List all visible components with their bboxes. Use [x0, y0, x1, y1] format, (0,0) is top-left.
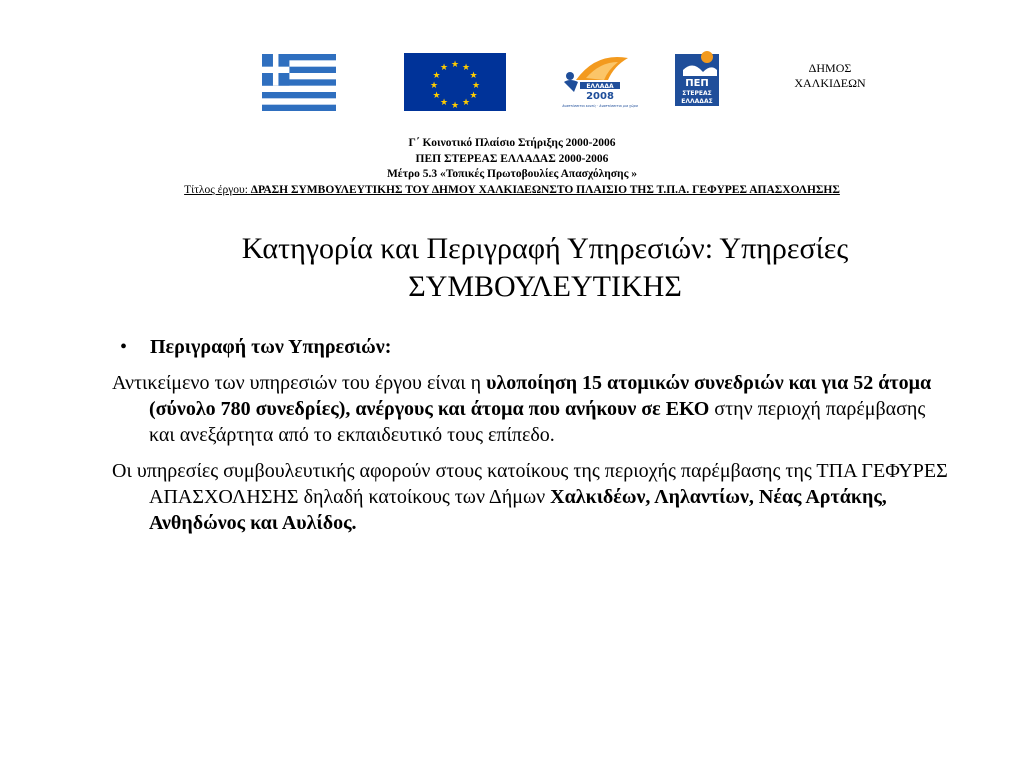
- pep-text-3: ΕΛΛΑΔΑΣ: [681, 98, 713, 105]
- page-title-line-1: Κατηγορία και Περιγραφή Υπηρεσιών: Υπηρεσίες: [241, 232, 849, 265]
- bullet-item: [120, 334, 952, 360]
- services-description: [112, 334, 952, 546]
- programme-line-3: Μέτρο 5.3 «Τοπικές Πρωτοβουλίες Απασχόλησης »: [386, 168, 638, 180]
- pep-stereas-elladas-logo-icon: [673, 50, 725, 108]
- bullet-label: Περιγραφή των Υπηρεσιών:: [150, 336, 392, 358]
- municipality-line-2: ΧΑΛΚΙΔΕΩΝ: [794, 76, 866, 90]
- pep-text-1: ΠΕΠ: [685, 78, 709, 89]
- svg-text:★: ★: [471, 81, 481, 91]
- greek-flag-icon: [262, 54, 336, 111]
- svg-text:★: ★: [450, 60, 460, 70]
- project-title-value: ΔΡΑΣΗ ΣΥΜΒΟΥΛΕΥΤΙΚΗΣ ΤΟΥ ΔΗΜΟΥ ΧΑΛΚΙΔΕΩΝΣΤΟ ΠΛΑΙΣΙΟ ΤΗΣ Τ.Π.Α. ΓΕΦΥΡΕΣ ΑΠΑΣΧΟΛΗΣΗΣ: [250, 183, 840, 196]
- svg-text:★: ★: [461, 63, 471, 73]
- pep-text-2: ΣΤΕΡΕΑΣ: [682, 90, 712, 97]
- logo-bar: [0, 0, 1024, 120]
- ellada-slogan: Αναπτύσσεται κανείς · Αναπτύσσεται μια χώρα: [562, 104, 638, 108]
- paragraph-1-text-a: Αντικείμενο των υπηρεσιών του έργου είναι η: [112, 372, 487, 394]
- paragraph-1: [112, 370, 952, 448]
- ellada-2008-logo-icon: [556, 52, 646, 110]
- project-title-prefix: Τίτλος έργου:: [184, 183, 251, 196]
- eu-flag-icon: [404, 53, 506, 111]
- paragraph-2-text-a: Οι υπηρεσίες συμβουλευτικής αφορούν στους κατοίκους της περιοχής παρέμβασης της ΤΠΑ ΓΕΦΥΡΕΣ ΑΠΑΣΧΟΛΗΣΗΣ δηλαδή κατοίκους των Δήμων: [112, 460, 948, 508]
- svg-text:★: ★: [439, 98, 449, 108]
- programme-line-2: ΠΕΠ ΣΤΕΡΕΑΣ ΕΛΛΑΔΑΣ 2000-2006: [415, 152, 609, 165]
- paragraph-2-bold: Χαλκιδέων, Ληλαντίων, Νέας Αρτάκης, Ανθηδώνος και Αυλίδος.: [149, 486, 887, 534]
- programme-info: [0, 136, 1024, 198]
- svg-text:★: ★: [439, 63, 449, 73]
- page-title-line-2: ΣΥΜΒΟΥΛΕΥΤΙΚΗΣ: [408, 270, 682, 303]
- municipality-line-1: ΔΗΜΟΣ: [808, 61, 852, 75]
- page-title: [150, 230, 940, 306]
- programme-line-1: Γ΄ Κοινοτικό Πλαίσιο Στήριξης 2000-2006: [408, 137, 616, 149]
- paragraph-2: [112, 458, 952, 536]
- svg-text:★: ★: [469, 71, 478, 81]
- paragraph-1-bold: υλοποίηση 15 ατομικών συνεδριών και για 52 άτομα (σύνολο 780 συνεδρίες), ανέργους και άτομα που ανήκουν σε ΕΚΟ: [149, 372, 932, 420]
- svg-text:★: ★: [429, 81, 439, 91]
- svg-text:★: ★: [432, 91, 441, 101]
- svg-text:★: ★: [469, 91, 478, 101]
- svg-text:★: ★: [461, 98, 471, 108]
- ellada-year: 2008: [586, 91, 614, 102]
- svg-text:★: ★: [432, 71, 441, 81]
- paragraph-1-text-c: στην περιοχή παρέμβασης και ανεξάρτητα από το εκπαιδευτικό τους επίπεδο.: [149, 398, 926, 446]
- bullet-icon: •: [120, 336, 128, 358]
- svg-text:★: ★: [450, 101, 460, 111]
- project-title: [0, 183, 1024, 199]
- ellada-text: ΕΛΛΑΔΑ: [586, 83, 614, 90]
- municipality-label: [770, 61, 890, 91]
